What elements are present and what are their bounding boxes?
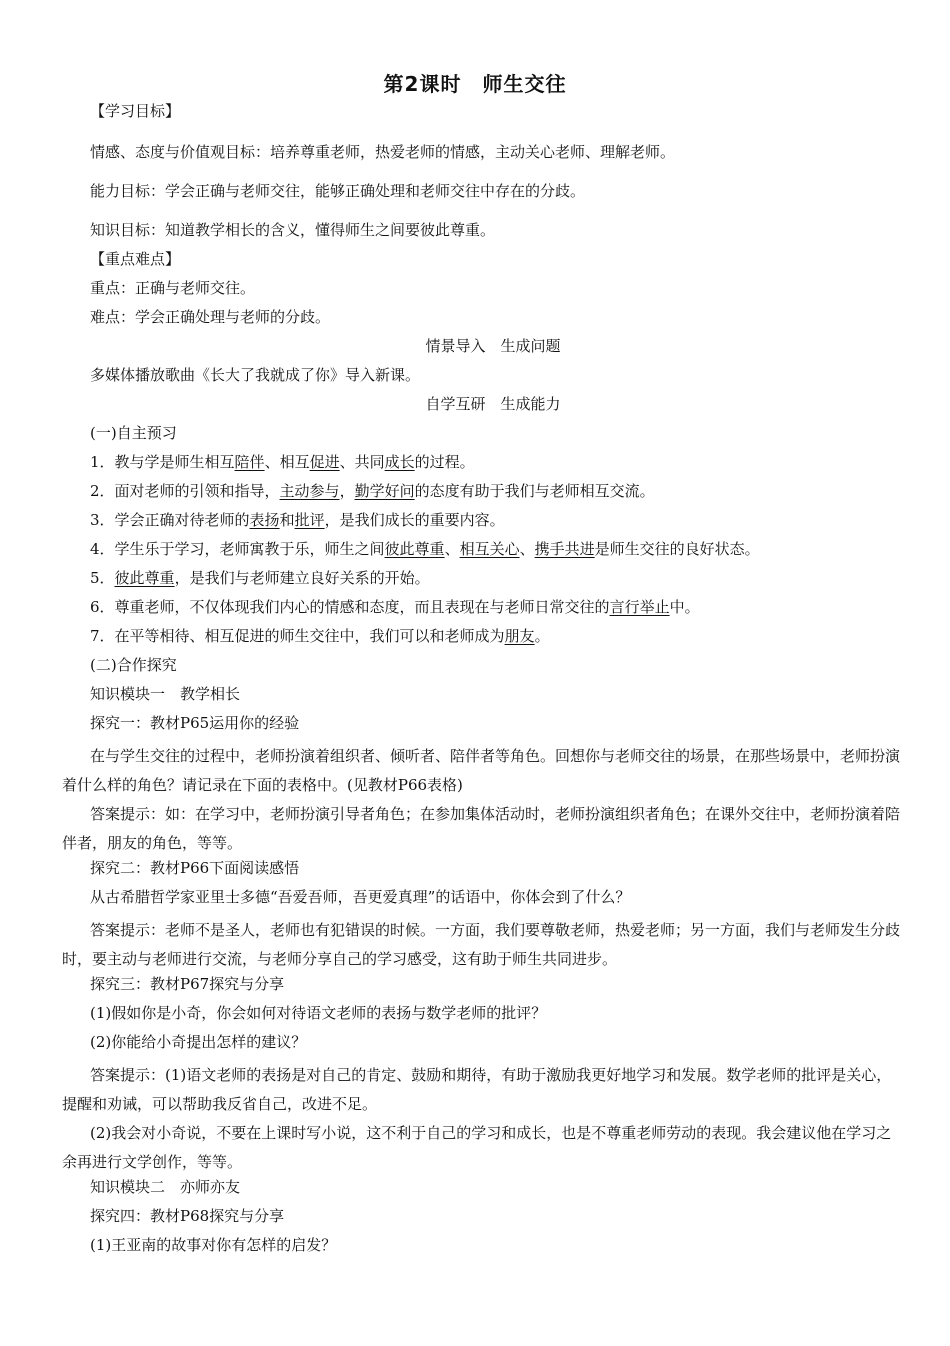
item-text: 6．尊重老师，不仅体现我们内心的情感和态度，而且表现在与老师日常交往的 [90,598,610,616]
item-answer: 批评 [294,511,325,529]
item-answer: 促进 [309,453,340,471]
item-text: ，是我们与老师建立良好关系的开始。 [174,569,430,587]
item-text: ， [339,482,355,500]
item-answer: 彼此尊重 [114,569,175,587]
item-answer: 主动参与 [279,482,340,500]
preview-item-1 [90,452,910,472]
module-1-title: 知识模块一 教学相长 [90,685,241,703]
inquiry-3-answer-2: (2)我会对小奇说，不要在上课时写小说，这不利于自己的学习和成长，也是不尊重老师劳动的表现。我会建议他在学习之余再进行文学创作，等等。 [62,1124,892,1171]
item-text: 4．学生乐于学习，老师寓教于乐，师生之间 [90,540,385,558]
objective-ability: 能力目标：学会正确与老师交往，能够正确处理和老师交往中存在的分歧。 [90,182,586,200]
inquiry-3-question-1: (1)假如你是小奇，你会如何对待语文老师的表扬与数学老师的批评？ [90,1004,547,1022]
item-text: 和 [279,511,295,529]
item-text: 2．面对老师的引领和指导， [90,482,280,500]
self-study-heading: 自学互研 生成能力 [425,395,561,413]
inquiry-4-title: 探究四：教材P68探究与分享 [90,1207,285,1225]
inquiry-3-question-2: (2)你能给小奇提出怎样的建议？ [90,1033,307,1051]
key-points-heading: 【重点难点】 [90,250,181,268]
item-text: 。 [534,627,550,645]
intro-heading: 情景导入 生成问题 [425,337,561,355]
preview-item-6 [90,597,910,617]
difficult-point: 难点：学会正确处理与老师的分歧。 [90,308,331,326]
preview-heading: (一)自主预习 [90,424,177,442]
item-text: 是师生交往的良好状态。 [594,540,760,558]
page-title: 第2课时 师生交往 [383,72,567,96]
item-text: 中。 [669,598,700,616]
item-answer: 朋友 [504,627,535,645]
objective-emotion: 情感、态度与价值观目标：培养尊重老师，热爱老师的情感，主动关心老师、理解老师。 [90,143,676,161]
item-answer: 携手共进 [534,540,595,558]
preview-item-5 [90,568,910,588]
item-text: 的态度有助于我们与老师相互交流。 [414,482,655,500]
key-point: 重点：正确与老师交往。 [90,279,256,297]
item-answer: 勤学好问 [354,482,415,500]
item-answer: 陪伴 [234,453,265,471]
inquiry-3-title: 探究三：教材P67探究与分享 [90,975,285,993]
item-answer: 言行举止 [609,598,670,616]
inquiry-2-question: 从古希腊哲学家亚里士多德“吾爱吾师，吾更爱真理”的话语中，你体会到了什么？ [90,888,631,906]
item-answer: 彼此尊重 [384,540,445,558]
preview-item-3 [90,510,910,530]
item-text: 、 [444,540,460,558]
inquiry-1-answer: 答案提示：如：在学习中，老师扮演引导者角色；在参加集体活动时，老师扮演组织者角色；在课外交往中，老师扮演着陪伴者，朋友的角色，等等。 [62,805,901,852]
inquiry-4-question-1: (1)王亚南的故事对你有怎样的启发？ [90,1236,337,1254]
module-2-title: 知识模块二 亦师亦友 [90,1178,241,1196]
inquiry-3-answer-1: 答案提示：(1)语文老师的表扬是对自己的肯定、鼓励和期待，有助于激励我更好地学习和发展。数学老师的批评是关心，提醒和劝诫，可以帮助我反省自己，改进不足。 [62,1066,892,1113]
inquiry-2-title: 探究二：教材P66下面阅读感悟 [90,859,300,877]
preview-item-4 [90,539,910,559]
inquiry-2-answer: 答案提示：老师不是圣人，老师也有犯错误的时候。一方面，我们要尊敬老师，热爱老师；另一方面，我们与老师发生分歧时，要主动与老师进行交流，与老师分享自己的学习感受，这有助于师生共同进步。 [62,921,901,968]
preview-item-2 [90,481,910,501]
item-answer: 相互关心 [459,540,520,558]
inquiry-1-title: 探究一：教材P65运用你的经验 [90,714,300,732]
item-answer: 成长 [384,453,415,471]
item-text: 、共同 [339,453,385,471]
objective-knowledge: 知识目标：知道教学相长的含义，懂得师生之间要彼此尊重。 [90,221,496,239]
inquiry-1-question: 在与学生交往的过程中，老师扮演着组织者、倾听者、陪伴者等角色。回想你与老师交往的场景，在那些场景中，老师扮演着什么样的角色？请记录在下面的表格中。(见教材P66表格) [62,747,901,794]
item-text: 、 [519,540,535,558]
item-text: 3．学会正确对待老师的 [90,511,250,529]
intro-text: 多媒体播放歌曲《长大了我就成了你》导入新课。 [90,366,421,384]
item-text: ，是我们成长的重要内容。 [324,511,505,529]
item-text: 的过程。 [414,453,475,471]
preview-item-7 [90,626,910,646]
item-text: 1．教与学是师生相互 [90,453,235,471]
objectives-heading: 【学习目标】 [90,102,181,120]
item-text: 5． [90,569,115,587]
item-text: 、相互 [264,453,310,471]
item-answer: 表扬 [249,511,280,529]
item-text: 7．在平等相待、相互促进的师生交往中，我们可以和老师成为 [90,627,505,645]
cooperation-heading: (二)合作探究 [90,656,177,674]
